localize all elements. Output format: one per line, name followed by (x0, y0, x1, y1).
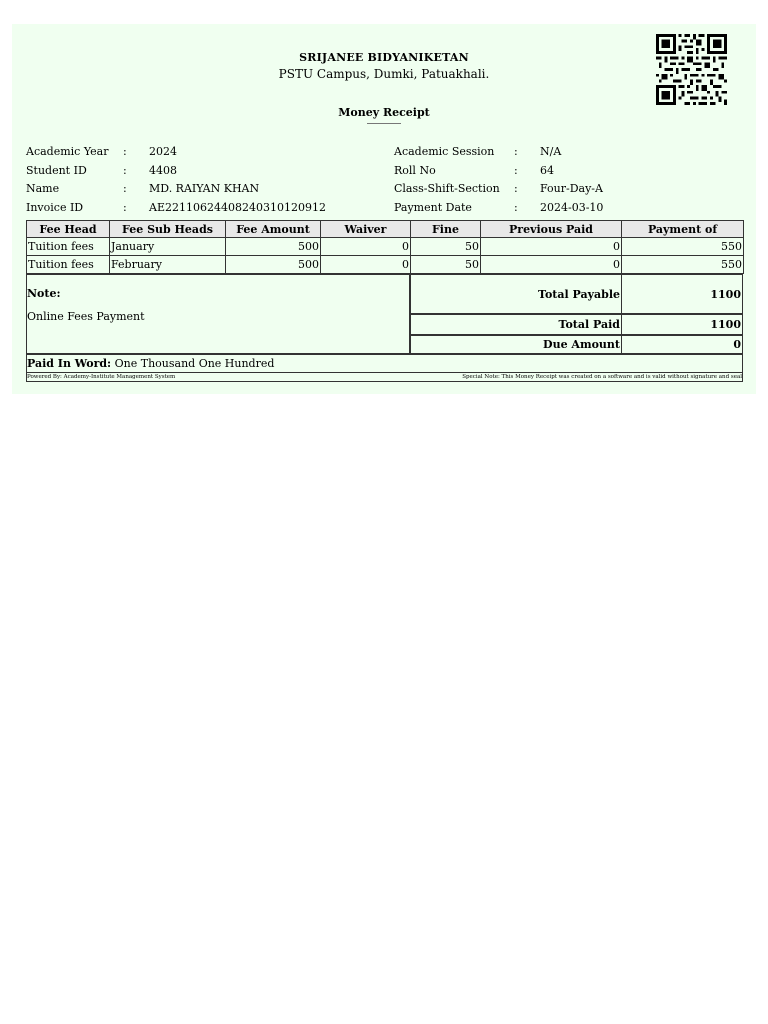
note-box (26, 274, 410, 354)
info-separator: : (514, 145, 518, 158)
cell-fee-sub-head: February (110, 256, 226, 274)
cell-fee-head: Tuition fees (27, 238, 110, 256)
totals-box (410, 274, 743, 354)
total-paid-row (410, 314, 743, 335)
total-payable-label: Total Payable (411, 275, 622, 313)
school-name: SRIJANEE BIDYANIKETAN (299, 51, 469, 64)
cell-payment-of: 550 (622, 238, 744, 256)
cell-payment-of: 550 (622, 256, 744, 274)
info-label: Name (26, 182, 60, 195)
info-separator: : (123, 145, 127, 158)
student-info-left (26, 144, 386, 224)
receipt-title: Money Receipt (338, 106, 430, 119)
column-header-fee-sub-heads: Fee Sub Heads (110, 221, 226, 238)
note-text: Online Fees Payment (27, 310, 145, 323)
cell-fee-amount: 500 (226, 256, 321, 274)
cell-fine: 50 (411, 238, 481, 256)
info-value: MD. RAIYAN KHAN (149, 182, 260, 195)
due-amount-row (410, 335, 743, 354)
info-separator: : (514, 201, 518, 214)
table-row (27, 238, 744, 256)
cell-fine: 50 (411, 256, 481, 274)
due-amount-value: 0 (733, 338, 741, 351)
receipt-footer (26, 372, 743, 382)
due-amount-label: Due Amount (411, 336, 622, 353)
money-receipt (12, 24, 756, 394)
qr-code-icon (654, 34, 729, 105)
cell-previous-paid: 0 (481, 256, 622, 274)
cell-fee-amount: 500 (226, 238, 321, 256)
total-paid-value: 1100 (710, 318, 741, 331)
info-label: Academic Year (26, 145, 109, 158)
info-label: Class-Shift-Section (394, 182, 500, 195)
info-separator: : (123, 201, 127, 214)
paid-in-word (26, 354, 743, 373)
cell-fee-sub-head: January (110, 238, 226, 256)
info-label: Academic Session (394, 145, 495, 158)
table-row (27, 256, 744, 274)
cell-previous-paid: 0 (481, 238, 622, 256)
paid-in-word-label: Paid In Word: (27, 357, 112, 370)
info-label: Payment Date (394, 201, 472, 214)
info-value: 2024-03-10 (540, 201, 604, 214)
column-header-fee-amount: Fee Amount (226, 221, 321, 238)
note-label: Note: (27, 287, 61, 300)
total-payable-value: 1100 (710, 287, 741, 301)
info-value: AE22110624408240310120912 (149, 201, 326, 214)
title-underline (367, 123, 401, 124)
table-header-row (27, 221, 744, 238)
info-label: Invoice ID (26, 201, 84, 214)
column-header-fine: Fine (411, 221, 481, 238)
info-separator: : (514, 164, 518, 177)
info-value: 2024 (149, 145, 177, 158)
cell-fee-head: Tuition fees (27, 256, 110, 274)
info-separator: : (514, 182, 518, 195)
column-header-fee-head: Fee Head (27, 221, 110, 238)
info-label: Student ID (26, 164, 87, 177)
column-header-waiver: Waiver (321, 221, 411, 238)
column-header-payment-of: Payment of (622, 221, 744, 238)
summary-section (26, 274, 743, 354)
cell-waiver: 0 (321, 256, 411, 274)
info-value: N/A (540, 145, 562, 158)
total-payable-row (410, 274, 743, 314)
student-info-right (394, 144, 754, 224)
info-value: 4408 (149, 164, 177, 177)
school-address: PSTU Campus, Dumki, Patuakhali. (278, 67, 490, 81)
column-header-previous-paid: Previous Paid (481, 221, 622, 238)
cell-waiver: 0 (321, 238, 411, 256)
paid-in-word-value: One Thousand One Hundred (114, 357, 275, 370)
total-paid-label: Total Paid (411, 315, 622, 334)
info-label: Roll No (394, 164, 436, 177)
info-value: Four-Day-A (540, 182, 603, 195)
fees-table (26, 220, 744, 274)
special-note-text: Special Note: This Money Receipt was created on a software and is valid without signature and seal (462, 374, 742, 380)
info-value: 64 (540, 164, 554, 177)
info-separator: : (123, 182, 127, 195)
info-separator: : (123, 164, 127, 177)
powered-by-text: Powered By: Academy-Institute Management System (27, 374, 176, 380)
